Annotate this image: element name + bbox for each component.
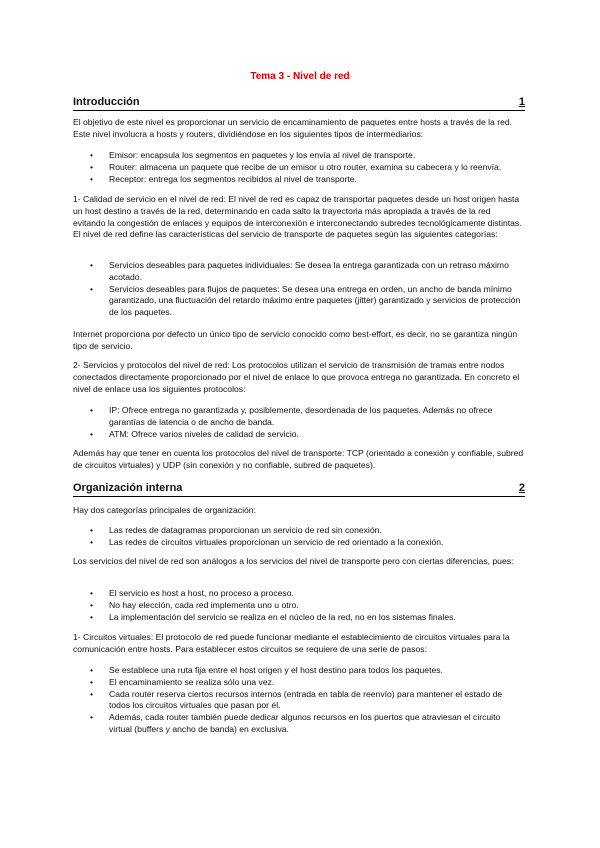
section-page-number: 1 [518, 96, 525, 108]
list-item: • Servicios deseables para flujos de paquetes: Se desea una entrega en orden, un ancho de banda mínimo garantizado, una fluctuación del retardo máximo entre paquetes (jitter) garantizado y servicios de protección de los paquetes. [90, 283, 521, 318]
list-item: • ATM: Ofrece varios niveles de calidad de servicio. [90, 428, 299, 439]
paragraph: Además hay que tener en cuenta los protocolos del nivel de transporte: TCP (orientado a conexión y confiable, subred de circuitos virtuales) y UDP (sin conexión y no confiable, subred de paquetes). [73, 448, 524, 470]
paragraph: 1- Circuitos virtuales: El protocolo de red puede funcionar mediante el establecimiento de circuitos virtuales para la comunicación entre hosts. Para establecer estos circuitos se requiere de una serie de pasos: [73, 632, 510, 654]
paragraph: Hay dos categorías principales de organización: [73, 505, 256, 515]
list-item: • Las redes de circuitos virtuales proporcionan un servicio de red orientado a la conexión. [90, 536, 444, 547]
list-item: • El servicio es host a host, no proceso a proceso. [90, 588, 294, 598]
bullet-list [90, 405, 525, 440]
section-page-number: 2 [518, 482, 525, 494]
bullet-list [90, 260, 525, 319]
section-heading-organizacion-interna [73, 482, 525, 497]
paragraph: Los servicios del nivel de red son análogos a los servicios del nivel de transporte pero con ciertas diferencias, pues: [73, 556, 514, 566]
paragraph: Internet proporciona por defecto un único tipo de servicio conocido como best-effort, es decir, no se garantiza ningún tipo de servicio. [73, 329, 518, 351]
list-item: • Router: almacena un paquete que recibe de un emisor u otro router, examina su cabecera y lo reenvía. [90, 161, 502, 172]
list-item: • Servicios deseables para paquetes individuales: Se desea la entrega garantizada con un retraso máximo acotado. [90, 260, 509, 282]
section-heading-label: Introducción [73, 96, 140, 108]
list-item: • Se establece una ruta fija entre el host origen y el host destino para todos los paquetes. [90, 665, 443, 675]
bullet-list [90, 665, 525, 736]
list-item: • El encaminamiento se realiza sólo una vez. [90, 676, 275, 687]
section-heading-label: Organización interna [73, 482, 183, 494]
list-item: • Cada router reserva ciertos recursos internos (entrada en tabla de reenvío) para mantener el estado de todos los circuitos virtuales que pasan por él. [90, 688, 503, 711]
document-title: Tema 3 - Nivel de red [250, 71, 350, 82]
bullet-list [90, 588, 525, 623]
paragraph: 1- Calidad de servicio en el nivel de red: El nivel de red es capaz de transportar paquetes desde un host origen hasta un host destino a través de la red, determinando en cada salto la trayectoria más apropiada a través de la red evitando la congestión de enlaces y equipos de interconexión e interconectando subredes tecnológicamente distintas. El nivel de red define las características del servicio de transporte de paquetes según las siguientes categorías: [73, 194, 522, 240]
list-item: • Las redes de datagramas proporcionan un servicio de red sin conexión. [90, 525, 382, 535]
paragraph: 2- Servicios y protocolos del nivel de red: Los protocolos utilizan el servicio de transmisión de tramas entre nodos conectados directamente proporcionado por el nivel de enlace lo que provoca entrega no garantizada. En concreto el nivel de enlace usa los siguientes protocolos: [73, 360, 520, 394]
list-item: • No hay elección, cada red implementa uno u otro. [90, 599, 299, 610]
paragraph: El objetivo de este nivel es proporcionar un servicio de encaminamiento de paquetes entre hosts a través de la red. Este nivel involucra a hosts y routers, dividiéndose en los siguientes tipos de intermediarios: [73, 117, 513, 139]
list-item: • IP: Ofrece entrega no garantizada y, posiblemente, desordenada de los paquetes. Además no ofrece garantías de latencia o de ancho de banda. [90, 405, 493, 427]
section-heading-introduccion [73, 96, 525, 111]
list-item: • Además, cada router también puede dedicar algunos recursos en los puertos que atraviesan el circuito virtual (buffers y ancho de banda) en exclusiva. [90, 712, 501, 734]
list-item: • Receptor: entrega los segmentos recibidos al nivel de transporte. [90, 173, 357, 184]
bullet-list [90, 525, 525, 549]
list-item: • Emisor: encapsula los segmentos en paquetes y los envía al nivel de transporte. [90, 150, 416, 160]
bullet-list [90, 150, 525, 185]
list-item: • La implementación del servicio se realiza en el núcleo de la red, no en los sistemas finales. [90, 611, 456, 622]
